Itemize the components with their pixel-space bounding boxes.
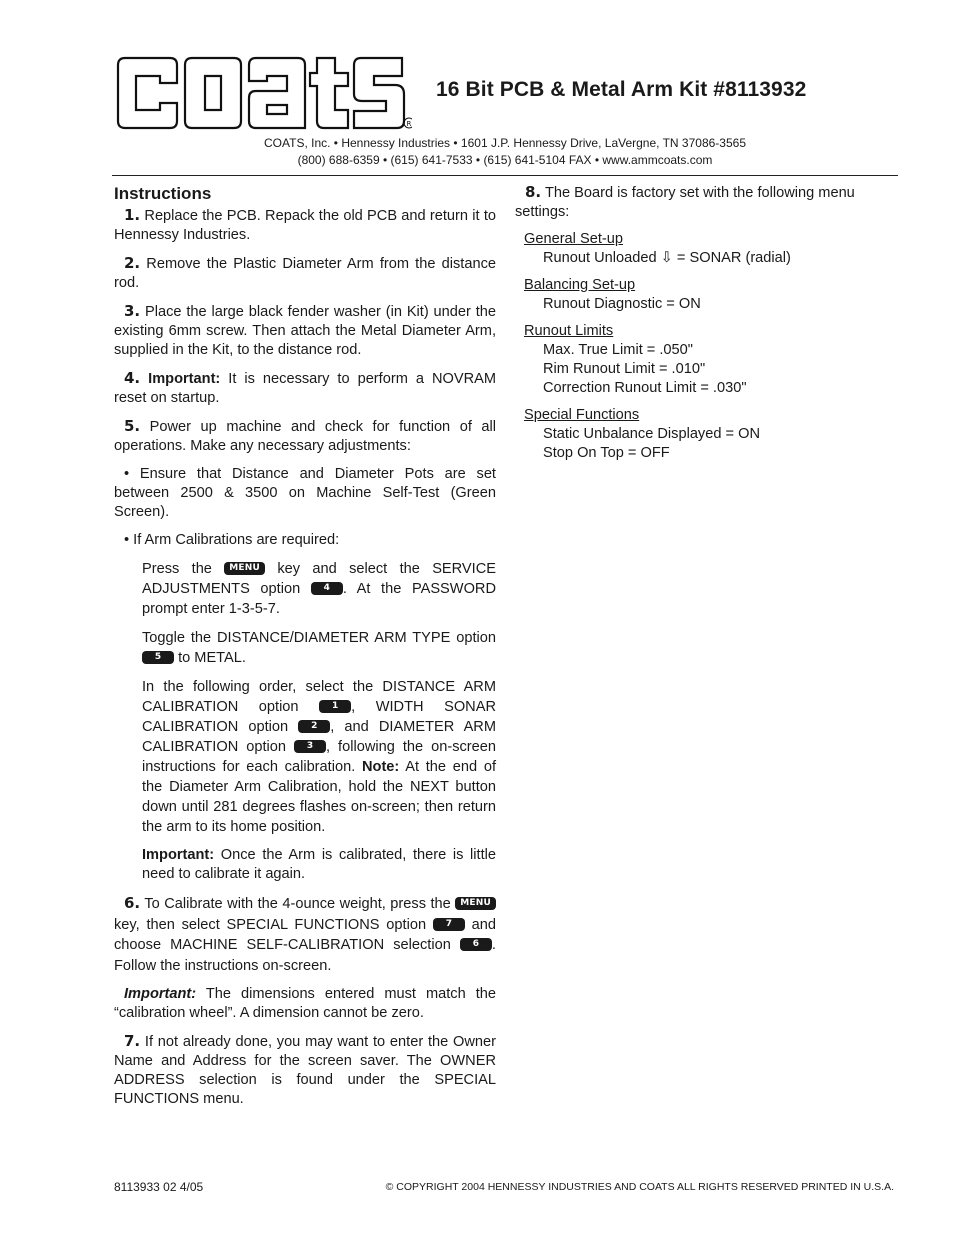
settings-title: Runout Limits [524,323,614,339]
step-number: 6. [124,894,141,912]
key-7-icon: 7 [433,918,465,931]
step-6 [114,893,496,976]
step-4 [114,369,496,408]
setting-line: Correction Runout Limit = .030" [543,380,747,396]
step-number: 3. [124,302,141,320]
header-divider [112,175,898,176]
settings-title: General Set-up [524,231,623,247]
settings-general-setup [524,230,898,268]
sub-text: Once the Arm is calibrated, there is little need to calibrate it again. [142,847,496,882]
step-7 [114,1032,496,1109]
sub-text: to METAL. [178,650,246,666]
setting-line: Stop On Top = OFF [543,445,670,461]
setting-line: Static Unbalance Displayed = ON [543,426,760,442]
step-8 [515,183,898,222]
sub-calibration-order [142,677,496,837]
step-number: 5. [124,417,141,435]
sub-text: , and DIAMETER ARM CALIBRATION option [142,719,497,755]
company-contact [220,135,790,169]
step-text: If not already done, you may want to enter the Owner Name and Address for the screen saver. The OWNER ADDRESS selection is found under the SPECIAL FUNCTIONS menu. [114,1034,496,1107]
key-1-icon: 1 [319,700,351,713]
step-text: Place the large black fender washer (in Kit) under the existing 6mm screw. Then attach the Metal Diameter Arm, supplied in the Kit, to the distance rod. [114,304,496,358]
instructions-column [114,183,496,1118]
bullet-pots: • Ensure that Distance and Diameter Pots are set between 2500 & 3500 on Machine Self-Test (Green Screen). [114,466,496,520]
sub-text: Toggle the DISTANCE/DIAMETER ARM TYPE option [142,630,496,646]
company-phone-web: (800) 688-6359 • (615) 641-7533 • (615) 641-5104 FAX • www.ammcoats.com [297,153,713,167]
coats-logo [112,55,412,131]
sub-text: Press the [142,561,212,577]
instructions-heading: Instructions [114,184,212,203]
step-2 [114,254,496,293]
sub-text: , WIDTH SONAR CALIBRATION option [142,699,496,735]
svg-text:R: R [406,120,412,128]
step-text: It is necessary to perform a NOVRAM reset on startup. [114,371,496,406]
sub-toggle-arm-type [142,628,496,668]
step-6-important [114,985,496,1023]
settings-balancing-setup [524,276,898,314]
setting-line: Rim Runout Limit = .010" [543,361,706,377]
settings-column [515,183,898,471]
sub-important-calibrated [142,846,496,884]
step-number: 2. [124,254,141,272]
copyright-notice: © COPYRIGHT 2004 HENNESSY INDUSTRIES AND COATS ALL RIGHTS RESERVED PRINTED IN U.S.A. [385,1181,894,1193]
important-label: Important: [124,986,197,1002]
setting-line: Runout Unloaded ⇩ = SONAR (radial) [543,250,791,266]
key-2-icon: 2 [298,720,330,733]
setting-line: Max. True Limit = .050" [543,342,693,358]
document-title: 16 Bit PCB & Metal Arm Kit #8113932 [436,78,807,101]
settings-runout-limits [524,322,898,398]
step-number: 7. [124,1032,141,1050]
note-label: Note: [361,759,400,775]
sub-text: At the end of the Diameter Arm Calibration, hold the NEXT button down until 281 degrees flashes on-screen; then return the arm to its home position. [142,759,496,835]
settings-special-functions [524,406,898,463]
step-text: The dimensions entered must match the “calibration wheel”. A dimension cannot be zero. [114,986,496,1021]
step-text: . Follow the instructions on-screen. [114,937,496,974]
important-label: Important: [148,371,221,387]
key-4-icon: 4 [311,582,343,595]
step-text: Replace the PCB. Repack the old PCB and return it to Hennessy Industries. [114,208,496,243]
company-address: COATS, Inc. • Hennessy Industries • 1601 J.P. Hennessy Drive, LaVergne, TN 37086-3565 [264,136,746,150]
menu-key-icon: MENU [455,897,496,910]
key-3-icon: 3 [294,740,326,753]
step-text: and choose MACHINE SELF-CALIBRATION selection [114,916,496,953]
step-number: 1. [124,206,141,224]
step-text: Power up machine and check for function of all operations. Make any necessary adjustments: [114,419,496,454]
sub-text: key and select the SERVICE ADJUSTMENTS option [142,561,496,597]
sub-press-menu [142,559,496,619]
sub-text: In the following order, select the DISTANCE ARM CALIBRATION option [142,679,496,715]
key-6-icon: 6 [460,938,492,951]
important-label: Important: [142,847,215,863]
step-text: key, then select SPECIAL FUNCTIONS option [114,916,427,933]
step-text: The Board is factory set with the following menu settings: [515,185,855,220]
step-1 [114,206,496,245]
step-3 [114,302,496,360]
bullet-arm-calibrations: • If Arm Calibrations are required: [124,532,340,548]
key-5-icon: 5 [142,651,174,664]
menu-key-icon: MENU [224,562,265,575]
step-number: 8. [525,183,542,201]
setting-line: Runout Diagnostic = ON [543,296,701,312]
step-text: Remove the Plastic Diameter Arm from the distance rod. [114,256,496,291]
step-5 [114,417,496,456]
step-text: To Calibrate with the 4-ounce weight, press the [144,896,451,912]
document-number: 8113933 02 4/05 [114,1180,204,1194]
sub-text: , following the on-screen instructions for each calibration. [142,739,497,775]
sub-text: . At the PASSWORD prompt enter 1-3-5-7. [142,581,496,617]
settings-title: Special Functions [524,407,640,423]
step-number: 4. [124,369,141,387]
settings-title: Balancing Set-up [524,277,636,293]
